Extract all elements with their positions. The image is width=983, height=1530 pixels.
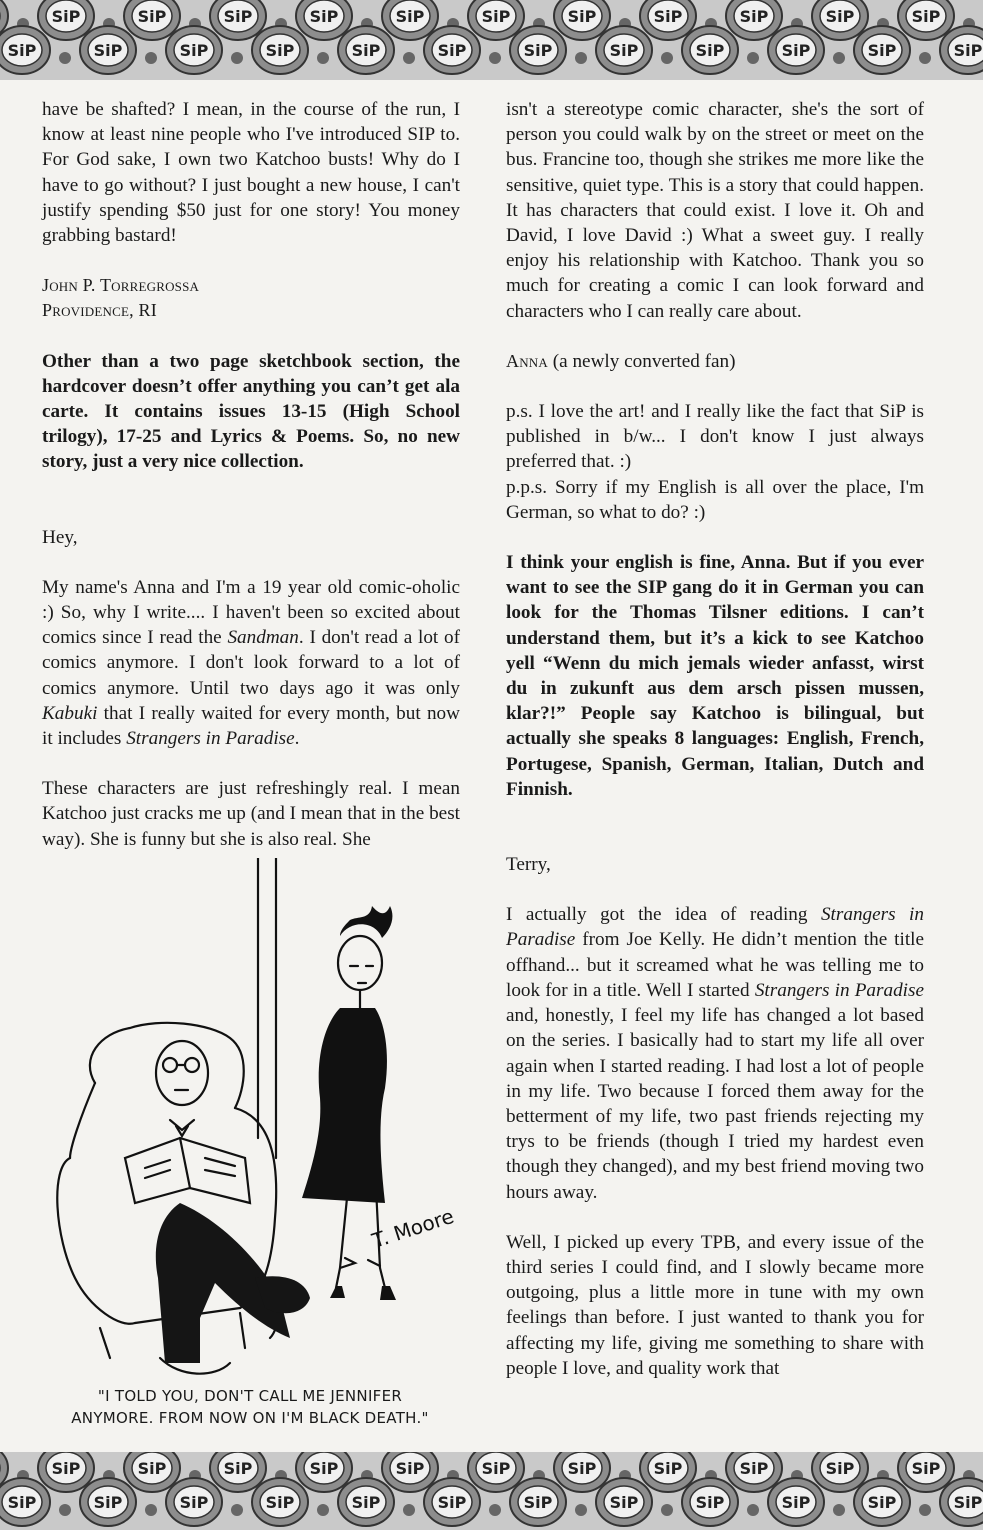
letter-paragraph	[42, 575, 460, 751]
sip-logo-text: SiP	[351, 41, 381, 60]
left-column	[42, 97, 460, 877]
sip-logo-text: SiP	[265, 1493, 295, 1512]
sip-logo-pattern-bottom	[0, 1452, 983, 1530]
border-accent-dot	[919, 52, 931, 64]
border-accent-dot	[575, 52, 587, 64]
sip-logo-text: SiP	[309, 1459, 339, 1478]
signature-line	[506, 349, 924, 374]
text-run: that I really waited for every month, but now it includes	[42, 702, 460, 750]
sip-logo-text: SiP	[351, 1493, 381, 1512]
sip-logo-text: SiP	[825, 1459, 855, 1478]
sip-logo-text: SiP	[309, 7, 339, 26]
border-accent-dot	[747, 52, 759, 64]
letter-continuation: isn't a stereotype comic character, she's the sort of person you could walk by on the street or meet on the bus. Francine too, though she strikes me more like the sensitive, quiet type. This is a story that could happen. It has characters that could exist. I love it. Oh and David, I love David :) What a sweet guy. I really enjoy his relationship with Katchoo. Thank you so much for creating a comic I can look forward and characters who I can really care about.	[506, 99, 924, 322]
sip-logo-text: SiP	[825, 7, 855, 26]
sip-logo-text: SiP	[7, 41, 37, 60]
letter-paragraph: Well, I picked up every TPB, and every issue of the third series I could find, and I slowly became more outgoing, plus a little more in tune with my own feelings than before. I just wanted to thank you for affecting my life, giving me something to share with people I love, and quality work that	[506, 1231, 924, 1379]
border-accent-dot	[317, 1504, 329, 1516]
text-run: from Joe Kelly. He didn’t mention the title offhand... but it screamed what he was telling me to look for in a title. Well I started	[506, 929, 924, 1001]
sip-logo-text: SiP	[781, 41, 811, 60]
sip-logo-text: SiP	[523, 41, 553, 60]
text-run: and, honestly, I feel my life has changed a lot based on the series. I basically had to start my life all over again when I started reading. I had lost a lot of people in my life. Two because I forced them away for the betterment of my life, two past friends rejecting my trys to be friends (though I tried my hardest even though they changed), and my best friend moving two hours away.	[506, 1005, 924, 1203]
woman-hair	[340, 906, 392, 938]
sip-logo-text: SiP	[137, 7, 167, 26]
sip-logo-text: SiP	[567, 1459, 597, 1478]
border-accent-dot	[59, 52, 71, 64]
sip-logo-text: SiP	[653, 7, 683, 26]
letter-paragraph	[506, 902, 924, 1204]
border-accent-dot	[145, 52, 157, 64]
sip-logo-text: SiP	[7, 1493, 37, 1512]
armchair-left-arm	[57, 1158, 135, 1324]
text-run: My name's Anna and I'm a 19 year old comic-oholic :) So, why I write.... I haven't been so excited about comics since I read the	[42, 576, 460, 649]
armchair-back	[90, 1023, 244, 1108]
title-kabuki: Kabuki	[42, 702, 98, 724]
title-sandman: Sandman	[227, 627, 299, 649]
border-accent-dot	[833, 1504, 845, 1516]
title-sip: Strangers in Paradise	[754, 979, 924, 1001]
sip-logo-text: SiP	[739, 1459, 769, 1478]
artist-signature: T. Moore	[369, 1203, 457, 1253]
sip-logo-text: SiP	[523, 1493, 553, 1512]
sip-logo-text: SiP	[609, 1493, 639, 1512]
woman-dress	[302, 1008, 387, 1203]
sip-logo-text: SiP	[739, 7, 769, 26]
border-accent-dot	[403, 52, 415, 64]
sip-logo-text: SiP	[93, 1493, 123, 1512]
border-accent-dot	[59, 1504, 71, 1516]
editor-reply: Other than a two page sketchbook section, the hardcover doesn’t offer anything you can’t get ala carte. It contains issues 13-15 (High School trilogy), 17-25 and Lyrics & Poems. So, no new story, just a very nice collection.	[42, 350, 460, 473]
border-accent-dot	[661, 1504, 673, 1516]
border-accent-dot	[575, 1504, 587, 1516]
text-run: I actually got the idea of reading	[506, 904, 821, 926]
sip-logo-pattern-top	[0, 0, 983, 80]
sip-logo-text: SiP	[223, 1459, 253, 1478]
right-column	[506, 97, 924, 1406]
border-accent-dot	[489, 52, 501, 64]
sip-logo-text: SiP	[265, 41, 295, 60]
sip-logo-text: SiP	[179, 41, 209, 60]
sip-logo-text: SiP	[781, 1493, 811, 1512]
letter-greeting: Hey,	[42, 526, 78, 548]
signature-place: Providence, RI	[42, 300, 157, 321]
cartoon-caption	[60, 1385, 440, 1429]
signature-name: Anna	[506, 350, 548, 371]
sip-logo-text: SiP	[911, 7, 941, 26]
letter-continuation: have be shafted? I mean, in the course of the run, I know at least nine people who I've introduced SIP to. For God sake, I own two Katchoo busts! Why do I have to go without? I just bought a new house, I can't justify spending $50 just for one story! You money grabbing bastard!	[42, 99, 460, 247]
postscript: p.p.s. Sorry if my English is all over the place, I'm German, so what to do? :)	[506, 476, 924, 523]
border-accent-dot	[231, 52, 243, 64]
top-border	[0, 0, 983, 80]
border-accent-dot	[403, 1504, 415, 1516]
border-accent-dot	[489, 1504, 501, 1516]
bow-tie	[170, 1120, 194, 1136]
signature-name: John P. Torregrossa	[42, 275, 200, 296]
sip-logo-text: SiP	[653, 1459, 683, 1478]
sip-logo-text: SiP	[953, 1493, 983, 1512]
glasses-left	[163, 1058, 177, 1072]
sip-logo-text: SiP	[137, 1459, 167, 1478]
sip-logo-text: SiP	[481, 1459, 511, 1478]
sip-logo-text: SiP	[93, 41, 123, 60]
postscript: p.s. I love the art! and I really like the fact that SiP is published in b/w... I don't know I just always preferred that. :)	[506, 401, 924, 473]
letter-paragraph: These characters are just refreshingly real. I mean Katchoo just cracks me up (and I mean that in the best way). She is funny but she is also real. She	[42, 778, 460, 850]
sip-logo-text: SiP	[179, 1493, 209, 1512]
armchair-side	[70, 1083, 95, 1158]
sip-logo-text: SiP	[223, 7, 253, 26]
sip-logo-text: SiP	[911, 1459, 941, 1478]
sip-logo-text: SiP	[609, 41, 639, 60]
caption-line: "I TOLD YOU, DON'T CALL ME JENNIFER	[97, 1387, 403, 1405]
sip-logo-text: SiP	[481, 7, 511, 26]
sip-logo-text: SiP	[953, 41, 983, 60]
border-accent-dot	[833, 52, 845, 64]
border-accent-dot	[747, 1504, 759, 1516]
title-sip: Strangers in Paradise	[126, 728, 295, 750]
border-accent-dot	[231, 1504, 243, 1516]
glasses-right	[185, 1058, 199, 1072]
man-head	[156, 1041, 208, 1105]
sip-logo-text: SiP	[395, 1459, 425, 1478]
letter-greeting: Terry,	[506, 854, 551, 876]
border-accent-dot	[317, 52, 329, 64]
sip-logo-text: SiP	[437, 41, 467, 60]
sip-logo-text: SiP	[395, 7, 425, 26]
sip-logo-text: SiP	[867, 41, 897, 60]
sip-logo-text: SiP	[437, 1493, 467, 1512]
bottom-border	[0, 1452, 983, 1530]
sip-logo-text: SiP	[695, 1493, 725, 1512]
caption-line: ANYMORE. FROM NOW ON I'M BLACK DEATH."	[71, 1409, 429, 1427]
sip-logo-text: SiP	[567, 7, 597, 26]
woman-shoes	[330, 1286, 396, 1300]
sip-logo-text: SiP	[51, 1459, 81, 1478]
sip-logo-text: SiP	[695, 41, 725, 60]
title-sip: Strangers in Paradise	[506, 904, 924, 951]
sip-logo-text: SiP	[51, 7, 81, 26]
sip-logo-text: SiP	[867, 1493, 897, 1512]
border-accent-dot	[661, 52, 673, 64]
border-accent-dot	[145, 1504, 157, 1516]
border-accent-dot	[919, 1504, 931, 1516]
text-run: . I don't read a lot of comics anymore. I don't look forward to a lot of comics anymore. Until two days ago it was only	[42, 627, 460, 699]
text-run: .	[294, 728, 300, 750]
editor-reply: I think your english is fine, Anna. But if you ever want to see the SIP gang do it in German you can look for the Thomas Tilsner editions. I can’t understand them, but it’s a kick to see Katchoo yell “Wenn du mich jemals wieder anfasst, wirst du in zukunft aus dem arsch pissen mussen, klar?!” People say Katchoo is bilingual, but actually she speaks 8 languages: English, French, Portugese, Spanish, German, Italian, Dutch and Finnish.	[506, 552, 924, 800]
cartoon-illustration	[40, 858, 465, 1448]
signature-note: (a newly converted fan)	[547, 350, 736, 372]
